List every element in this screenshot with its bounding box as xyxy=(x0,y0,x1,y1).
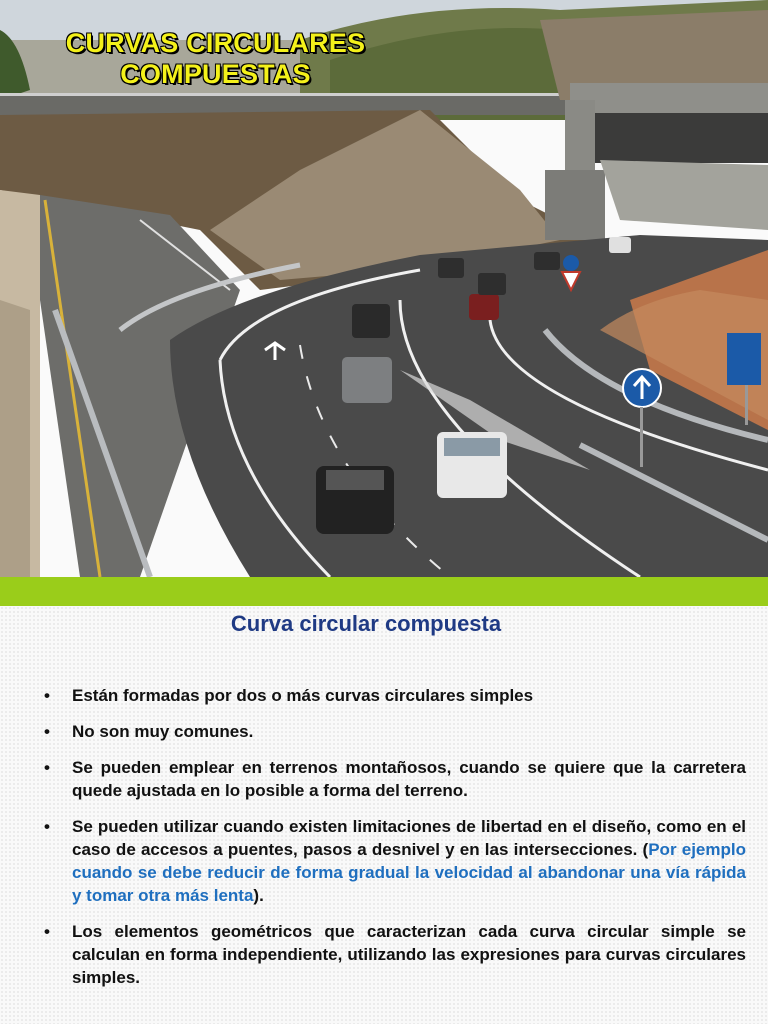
section-subtitle: Curva circular compuesta xyxy=(230,611,502,636)
bullet-text: Se pueden emplear en terrenos montañosos, cuando se quiere que la carretera quede ajustada en lo posible a forma del terreno. xyxy=(72,758,746,800)
divider-band xyxy=(0,577,768,606)
bullet-text-after: ). xyxy=(253,886,264,905)
slide-title xyxy=(48,28,383,90)
list-item xyxy=(44,920,746,989)
bullet-text: No son muy comunes. xyxy=(72,722,254,741)
list-item xyxy=(44,720,746,743)
bullet-highlight-text: Por ejemplo cuando se debe reducir de forma gradual la velocidad al abandonar una vía rápida y tomar otra más lenta xyxy=(72,840,746,905)
bullet-glyph: • xyxy=(44,686,50,705)
list-item xyxy=(44,815,746,907)
list-item xyxy=(44,684,746,707)
bullet-glyph: • xyxy=(44,722,50,741)
slide-title-line-1: CURVAS CIRCULARES xyxy=(65,28,366,58)
bullet-glyph: • xyxy=(44,817,50,836)
list-item xyxy=(44,756,746,802)
bullet-list xyxy=(44,684,746,1002)
bullet-glyph: • xyxy=(44,922,50,941)
bullet-text: Los elementos geométricos que caracterizan cada curva circular simple se calculan en forma independiente, utilizando las expresiones para curvas circulares simples. xyxy=(72,922,746,987)
slide-title-line-2: COMPUESTAS xyxy=(120,59,311,89)
bullet-text: Están formadas por dos o más curvas circulares simples xyxy=(72,686,534,705)
bullet-glyph: • xyxy=(44,758,50,777)
bullet-text-before: Se pueden utilizar cuando existen limitaciones de libertad en el diseño, como en el caso de accesos a puentes, pasos a desnivel y en las intersecciones. ( xyxy=(72,817,746,859)
